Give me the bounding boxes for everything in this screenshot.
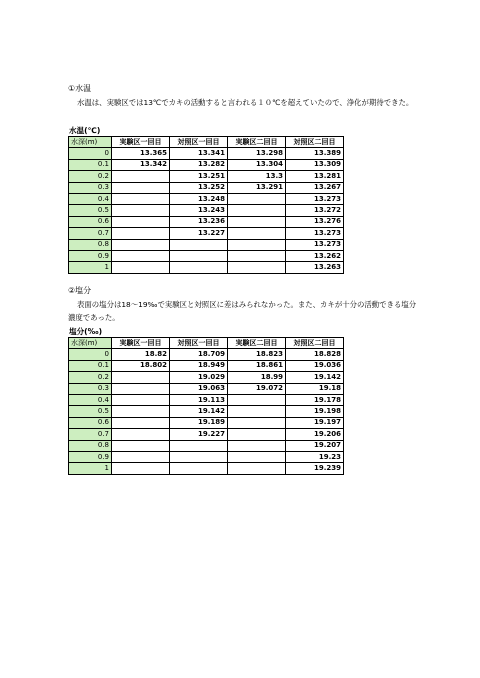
value-cell: 19.198: [286, 406, 344, 417]
depth-cell: 0.3: [69, 182, 112, 193]
salinity-table-block: [68, 327, 344, 475]
table-title: 塩分(‰): [69, 327, 103, 336]
value-cell: [112, 383, 170, 394]
value-cell: 13.341: [170, 148, 228, 159]
value-cell: 13.273: [286, 228, 344, 239]
table-row: [69, 216, 344, 227]
depth-cell: 0.1: [69, 159, 112, 170]
value-cell: 19.178: [286, 394, 344, 405]
column-header: 実験区二回目: [228, 338, 286, 349]
table-row: [69, 205, 344, 216]
value-cell: [112, 216, 170, 227]
table-row: [69, 193, 344, 204]
value-cell: 18.802: [112, 360, 170, 371]
value-cell: 13.282: [170, 159, 228, 170]
depth-cell: 0.8: [69, 440, 112, 451]
depth-cell: 0: [69, 349, 112, 360]
value-cell: 13.365: [112, 148, 170, 159]
table-row: [69, 406, 344, 417]
value-cell: 18.709: [170, 349, 228, 360]
table-row: [69, 148, 344, 159]
value-cell: [228, 239, 286, 250]
paragraph-text: 水温は、実験区では13℃でカキの活動すると言われる１０℃を超えていたので、浄化が期待できた。: [77, 98, 414, 107]
depth-cell: 0.6: [69, 216, 112, 227]
depth-cell: 0.5: [69, 406, 112, 417]
value-cell: 19.197: [286, 417, 344, 428]
value-cell: [112, 228, 170, 239]
table-row: [69, 383, 344, 394]
value-cell: [112, 417, 170, 428]
value-cell: 13.227: [170, 228, 228, 239]
value-cell: [228, 451, 286, 462]
table-row: [69, 349, 344, 360]
value-cell: 19.036: [286, 360, 344, 371]
value-cell: [228, 193, 286, 204]
table-row: [69, 440, 344, 451]
column-header: 実験区一回目: [112, 137, 170, 148]
value-cell: 18.82: [112, 349, 170, 360]
paragraph-water-temp: [68, 96, 418, 109]
value-cell: 19.23: [286, 451, 344, 462]
column-header: 実験区二回目: [228, 137, 286, 148]
table-row: [69, 239, 344, 250]
value-cell: [112, 262, 170, 273]
depth-cell: 0.8: [69, 239, 112, 250]
value-cell: [170, 250, 228, 261]
value-cell: 19.206: [286, 429, 344, 440]
depth-cell: 0.4: [69, 193, 112, 204]
value-cell: [112, 182, 170, 193]
section-heading-salinity: ②塩分: [68, 286, 92, 295]
water-temp-table: [68, 136, 344, 274]
value-cell: 13.276: [286, 216, 344, 227]
table-row: [69, 228, 344, 239]
value-cell: 19.18: [286, 383, 344, 394]
value-cell: [112, 463, 170, 474]
value-cell: 13.252: [170, 182, 228, 193]
depth-cell: 0.9: [69, 250, 112, 261]
value-cell: 13.273: [286, 193, 344, 204]
value-cell: [112, 193, 170, 204]
value-cell: 13.281: [286, 171, 344, 182]
value-cell: 19.113: [170, 394, 228, 405]
table-row: [69, 159, 344, 170]
value-cell: 13.236: [170, 216, 228, 227]
column-header: 対照区一回目: [170, 137, 228, 148]
value-cell: 13.262: [286, 250, 344, 261]
value-cell: [228, 228, 286, 239]
value-cell: [228, 406, 286, 417]
value-cell: 18.861: [228, 360, 286, 371]
value-cell: [112, 440, 170, 451]
value-cell: [112, 205, 170, 216]
value-cell: 19.239: [286, 463, 344, 474]
table-row: [69, 171, 344, 182]
table-row: [69, 463, 344, 474]
column-header: 対照区二回目: [286, 338, 344, 349]
paragraph-salinity: [68, 298, 418, 324]
value-cell: 19.142: [170, 406, 228, 417]
depth-cell: 0.1: [69, 360, 112, 371]
column-header: 対照区一回目: [170, 338, 228, 349]
depth-cell: 1: [69, 463, 112, 474]
depth-cell: 1: [69, 262, 112, 273]
value-cell: [228, 262, 286, 273]
depth-cell: 0.6: [69, 417, 112, 428]
column-header: 水深(m): [69, 338, 112, 349]
value-cell: 13.389: [286, 148, 344, 159]
depth-cell: 0.3: [69, 383, 112, 394]
value-cell: 13.342: [112, 159, 170, 170]
value-cell: [112, 394, 170, 405]
value-cell: 13.298: [228, 148, 286, 159]
depth-cell: 0.9: [69, 451, 112, 462]
value-cell: [170, 451, 228, 462]
value-cell: 18.99: [228, 372, 286, 383]
value-cell: 18.828: [286, 349, 344, 360]
value-cell: 19.189: [170, 417, 228, 428]
value-cell: 18.949: [170, 360, 228, 371]
table-row: [69, 250, 344, 261]
value-cell: 13.263: [286, 262, 344, 273]
table-row: [69, 262, 344, 273]
depth-cell: 0: [69, 148, 112, 159]
value-cell: [112, 372, 170, 383]
table-row: [69, 451, 344, 462]
table-row: [69, 429, 344, 440]
value-cell: 13.3: [228, 171, 286, 182]
value-cell: [112, 429, 170, 440]
value-cell: [170, 463, 228, 474]
value-cell: 13.267: [286, 182, 344, 193]
depth-cell: 0.5: [69, 205, 112, 216]
value-cell: [112, 250, 170, 261]
value-cell: 19.072: [228, 383, 286, 394]
table-row: [69, 182, 344, 193]
table-header-row: [69, 338, 344, 349]
value-cell: [228, 205, 286, 216]
value-cell: 13.251: [170, 171, 228, 182]
section-heading-water-temp: ①水温: [68, 84, 92, 93]
depth-cell: 0.2: [69, 372, 112, 383]
value-cell: [170, 440, 228, 451]
value-cell: [228, 429, 286, 440]
value-cell: [228, 250, 286, 261]
table-row: [69, 372, 344, 383]
depth-cell: 0.7: [69, 429, 112, 440]
value-cell: 13.248: [170, 193, 228, 204]
table-row: [69, 360, 344, 371]
value-cell: 13.291: [228, 182, 286, 193]
value-cell: [112, 171, 170, 182]
value-cell: [228, 394, 286, 405]
value-cell: 19.207: [286, 440, 344, 451]
value-cell: [228, 463, 286, 474]
table-header-row: [69, 137, 344, 148]
value-cell: 13.304: [228, 159, 286, 170]
table-row: [69, 394, 344, 405]
value-cell: [228, 440, 286, 451]
column-header: 実験区一回目: [112, 338, 170, 349]
table-title: 水温(℃): [69, 126, 101, 135]
value-cell: 18.823: [228, 349, 286, 360]
salinity-table: [68, 337, 344, 475]
value-cell: 19.063: [170, 383, 228, 394]
value-cell: 13.273: [286, 239, 344, 250]
paragraph-text: 表面の塩分は18～19‰で実験区と対照区に差はみられなかった。また、カキが十分の活動できる塩分濃度であった。: [68, 300, 417, 322]
value-cell: [112, 451, 170, 462]
value-cell: 13.243: [170, 205, 228, 216]
value-cell: 13.272: [286, 205, 344, 216]
depth-cell: 0.2: [69, 171, 112, 182]
value-cell: [228, 417, 286, 428]
value-cell: 19.227: [170, 429, 228, 440]
value-cell: [228, 216, 286, 227]
value-cell: [112, 239, 170, 250]
value-cell: 13.309: [286, 159, 344, 170]
value-cell: 19.142: [286, 372, 344, 383]
table-row: [69, 417, 344, 428]
value-cell: [170, 262, 228, 273]
column-header: 対照区二回目: [286, 137, 344, 148]
water-temp-table-block: [68, 126, 344, 274]
depth-cell: 0.4: [69, 394, 112, 405]
value-cell: [112, 406, 170, 417]
column-header: 水深(m): [69, 137, 112, 148]
value-cell: [170, 239, 228, 250]
depth-cell: 0.7: [69, 228, 112, 239]
value-cell: 19.029: [170, 372, 228, 383]
